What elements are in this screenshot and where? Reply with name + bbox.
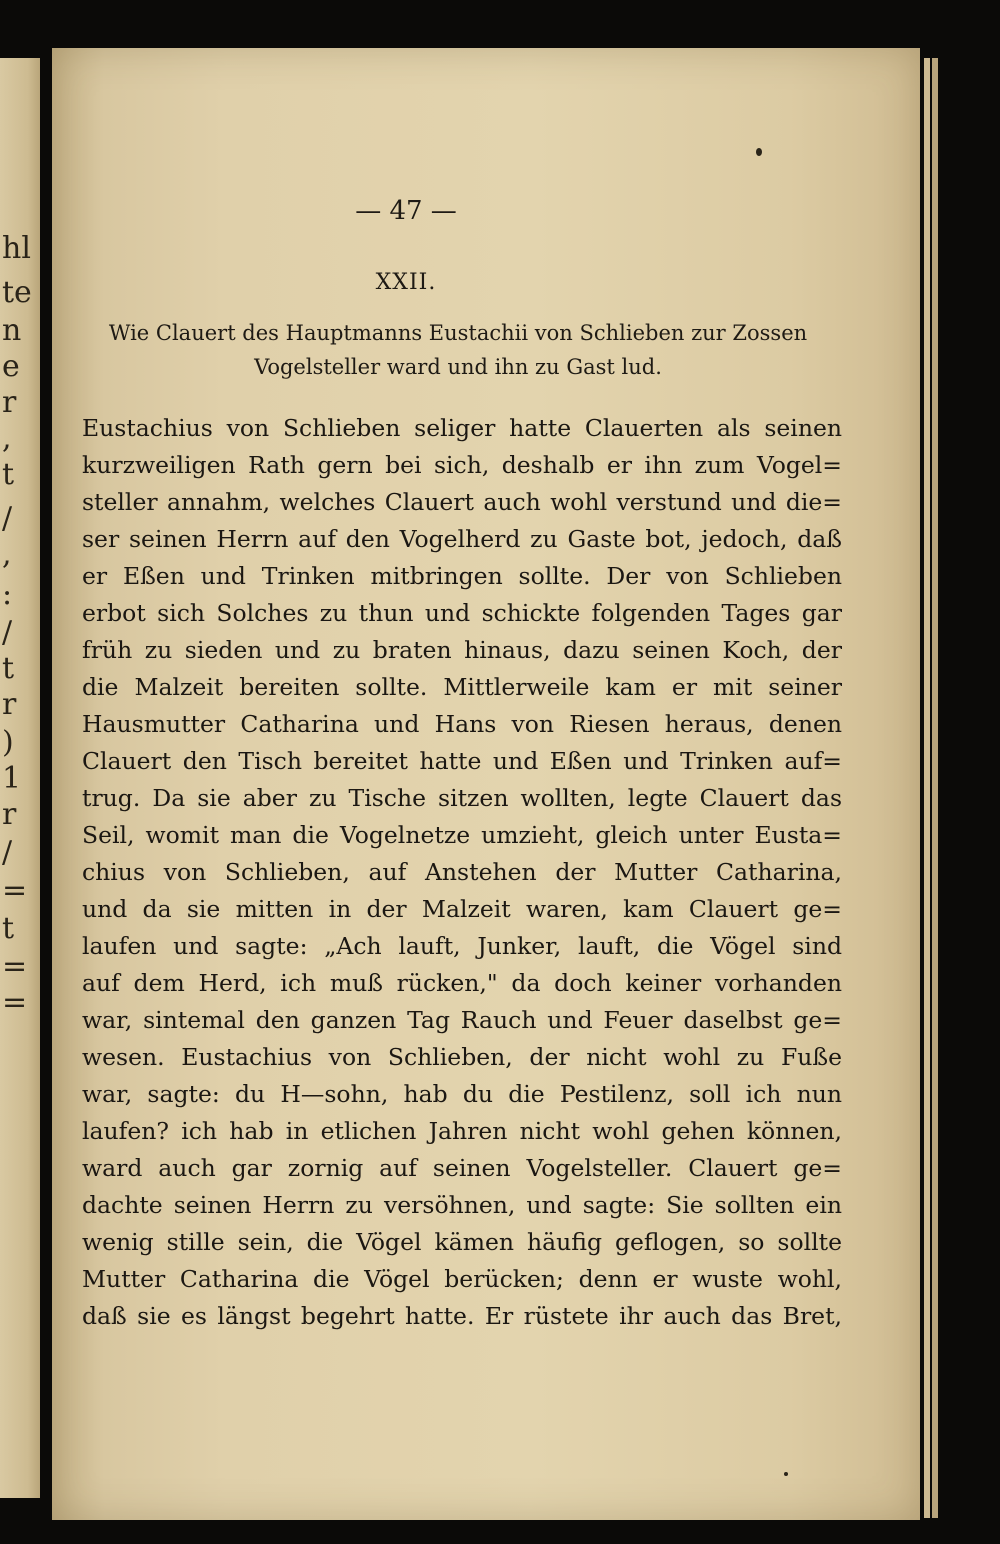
left-fragment: hl [2, 231, 31, 266]
left-fragment: t [2, 651, 15, 686]
text-line: Hausmutter Catharina und Hans von Riesen heraus, denen [82, 710, 842, 738]
text-line: daß sie es längst begehrt hatte. Er rüstete ihr auch das Bret, [82, 1302, 842, 1330]
page-edge [924, 58, 930, 1518]
text-line: dachte seinen Herrn zu versöhnen, und sagte: Sie sollten ein [82, 1191, 842, 1219]
left-fragment: t [2, 457, 15, 492]
text-line: wenig stille sein, die Vögel kämen häufig geflogen, so sollte [82, 1228, 842, 1256]
left-fragment: r [2, 687, 17, 722]
chapter-title-line: Vogelsteller ward und ihn zu Gast lud. [254, 355, 662, 379]
left-fragment: e [2, 349, 20, 384]
book-page [52, 48, 920, 1520]
text-line: Clauert den Tisch bereitet hatte und Eßen und Trinken auf= [82, 747, 842, 775]
ink-speck [756, 148, 762, 156]
text-line: trug. Da sie aber zu Tische sitzen wollten, legte Clauert das [82, 784, 842, 812]
text-line: wesen. Eustachius von Schlieben, der nicht wohl zu Fuße [82, 1043, 842, 1071]
text-line: war, sagte: du H—sohn, hab du die Pestilenz, soll ich nun [82, 1080, 842, 1108]
text-line: war, sintemal den ganzen Tag Rauch und Feuer daselbst ge= [82, 1006, 842, 1034]
chapter-title-line: Wie Clauert des Hauptmanns Eustachii von Schlieben zur Zossen [108, 321, 808, 345]
left-fragment: r [2, 385, 17, 420]
body-text [82, 410, 842, 1335]
page-edge [932, 58, 938, 1518]
left-fragment: = [2, 873, 28, 908]
text-line: die Malzeit bereiten sollte. Mittlerweile kam er mit seiner [82, 673, 842, 701]
ink-speck [784, 1472, 788, 1476]
left-fragment: te [2, 275, 32, 310]
left-fragment: t [2, 911, 15, 946]
text-line: Eustachius von Schlieben seliger hatte Clauerten als seinen [82, 414, 842, 442]
left-fragment: n [2, 313, 22, 348]
text-line: früh zu sieden und zu braten hinaus, dazu seinen Koch, der [82, 636, 842, 664]
left-fragment: , [2, 421, 12, 456]
chapter-number: XXII. [375, 270, 437, 295]
left-fragment: / [2, 615, 13, 650]
left-fragment: , [2, 537, 12, 572]
left-fragment: / [2, 501, 13, 536]
text-line: erbot sich Solches zu thun und schickte folgenden Tages gar [82, 599, 842, 627]
text-line: Mutter Catharina die Vögel berücken; denn er wuste wohl, [82, 1265, 842, 1293]
left-fragment: / [2, 835, 13, 870]
text-line: laufen und sagte: „Ach lauft, Junker, lauft, die Vögel sind [82, 932, 842, 960]
left-fragment: : [2, 577, 13, 612]
page-header: — 47 — [355, 196, 457, 226]
text-line: ser seinen Herrn auf den Vogelherd zu Gaste bot, jedoch, daß [82, 525, 842, 553]
text-line: ward auch gar zornig auf seinen Vogelsteller. Clauert ge= [82, 1154, 842, 1182]
text-line: kurzweiligen Rath gern bei sich, deshalb er ihn zum Vogel= [82, 451, 842, 479]
left-fragment: = [2, 949, 28, 984]
text-line: auf dem Herd, ich muß rücken," da doch keiner vorhanden [82, 969, 842, 997]
text-line: er Eßen und Trinken mitbringen sollte. Der von Schlieben [82, 562, 842, 590]
text-line: und da sie mitten in der Malzeit waren, kam Clauert ge= [82, 895, 842, 923]
left-fragment: 1 [2, 761, 22, 796]
text-line: steller annahm, welches Clauert auch wohl verstund und die= [82, 488, 842, 516]
left-fragment: = [2, 985, 28, 1020]
text-line: chius von Schlieben, auf Anstehen der Mutter Catharina, [82, 858, 842, 886]
text-line: Seil, womit man die Vogelnetze umzieht, gleich unter Eusta= [82, 821, 842, 849]
left-fragment: ) [2, 725, 14, 760]
text-line: laufen? ich hab in etlichen Jahren nicht wohl gehen können, [82, 1117, 842, 1145]
chapter-title [88, 316, 828, 384]
left-fragment: r [2, 797, 17, 832]
